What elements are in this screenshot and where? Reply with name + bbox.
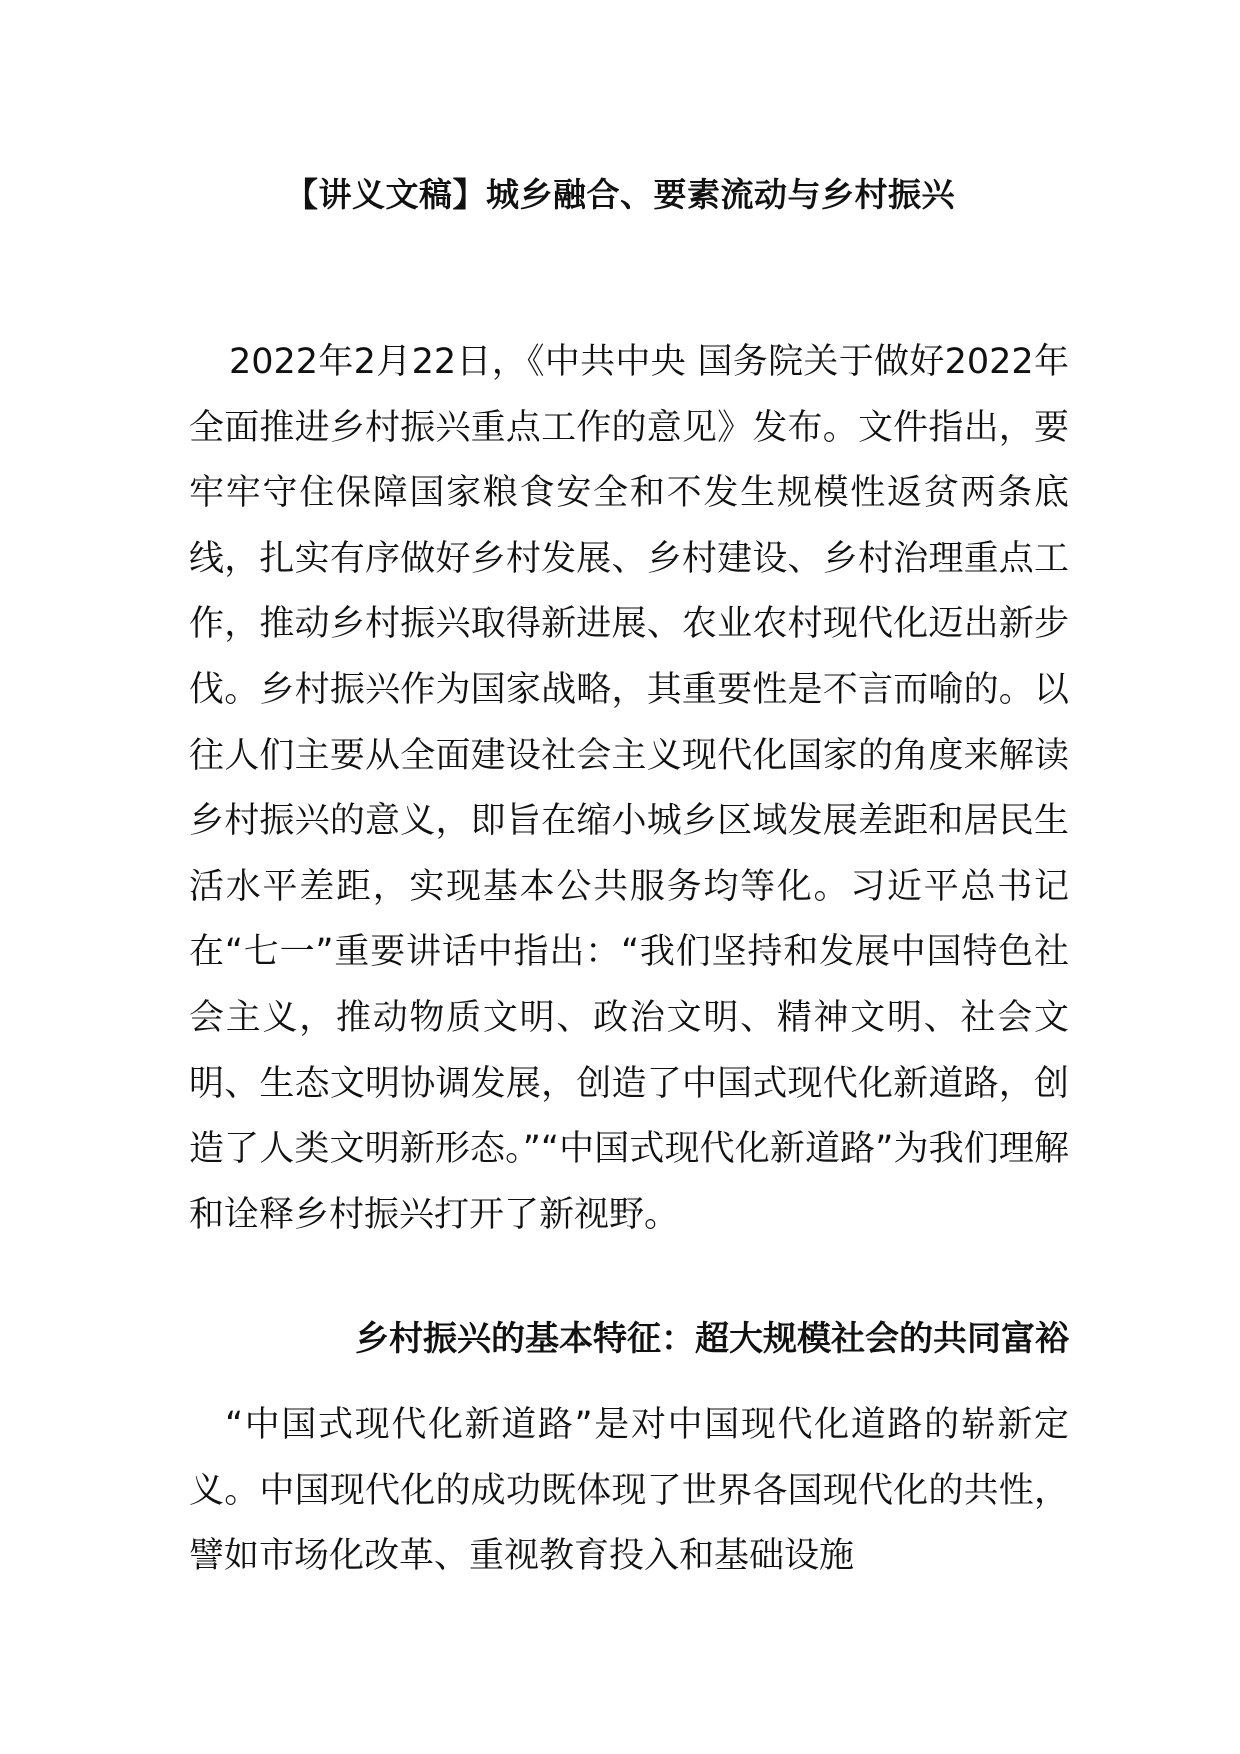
document-title: 【讲义文稿】城乡融合、要素流动与乡村振兴	[285, 175, 955, 214]
section-heading: 乡村振兴的基本特征：超大规模社会的共同富裕	[355, 1319, 1069, 1359]
body-paragraph-1: 2022年2月22日，《中共中央 国务院关于做好2022年全面推进乡村振兴重点工作的意见》发布。文件指出，要牢牢守住保障国家粮食安全和不发生规模性返贫两条底线，扎实有序做好乡村发展、乡村建设、乡村治理重点工作，推动乡村振兴取得新进展、农业农村现代化迈出新步伐。乡村振兴作为国家战略，其重要性是不言而喻的。以往人们主要从全面建设社会主义现代化国家的角度来解读乡村振兴的意义，即旨在缩小城乡区域发展差距和居民生活水平差距，实现基本公共服务均等化。习近平总书记在“七一”重要讲话中指出：“我们坚持和发展中国特色社会主义，推动物质文明、政治文明、精神文明、社会文明、生态文明协调发展，创造了中国式现代化新道路，创造了人类文明新形态。”“中国式现代化新道路”为我们理解和诠释乡村振兴打开了新视野。	[189, 342, 1069, 1235]
body-paragraph-2: “中国式现代化新道路”是对中国现代化道路的崭新定义。中国现代化的成功既体现了世界各国现代化的共性，譬如市场化改革、重视教育投入和基础设施	[189, 1405, 1069, 1577]
